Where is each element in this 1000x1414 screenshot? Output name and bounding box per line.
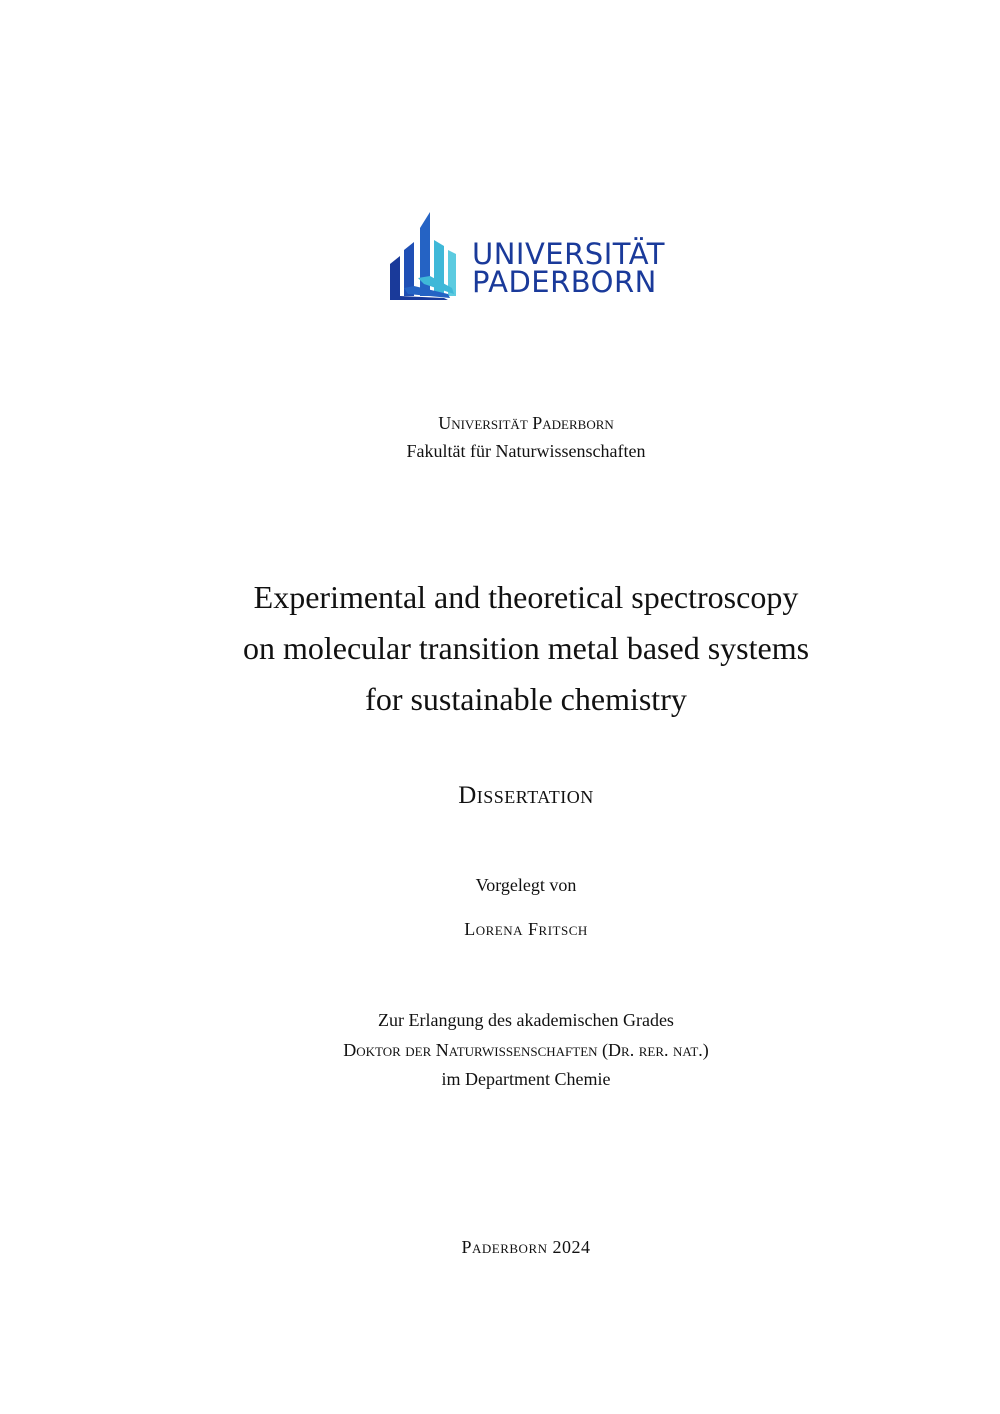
title-line-2: on molecular transition metal based systems xyxy=(242,630,810,666)
document-type: Dissertation xyxy=(458,782,594,809)
logo-line-2: PADERBORN xyxy=(472,265,657,299)
degree-line-3: im Department Chemie xyxy=(441,1069,611,1089)
university-name: Universität Paderborn xyxy=(438,413,614,433)
degree-line-1: Zur Erlangung des akademischen Grades xyxy=(378,1010,674,1030)
title-line-1: Experimental and theoretical spectroscopy xyxy=(253,579,799,615)
faculty-name: Fakultät für Naturwissenschaften xyxy=(406,441,646,461)
degree-line-2: Doktor der Naturwissenschaften (Dr. rer. nat.) xyxy=(343,1039,709,1060)
logo-line-1: UNIVERSITÄT xyxy=(472,237,666,271)
presented-by-label: Vorgelegt von xyxy=(475,875,577,895)
university-logo-mark xyxy=(388,210,464,302)
logo-wordmark xyxy=(472,237,666,299)
degree-block xyxy=(0,1006,1000,1095)
author-name: Lorena Fritsch xyxy=(464,919,588,939)
place-and-year: Paderborn 2024 xyxy=(461,1237,591,1257)
title-line-3: for sustainable chemistry xyxy=(365,681,687,717)
thesis-title xyxy=(0,572,1000,725)
university-logo xyxy=(388,210,678,302)
